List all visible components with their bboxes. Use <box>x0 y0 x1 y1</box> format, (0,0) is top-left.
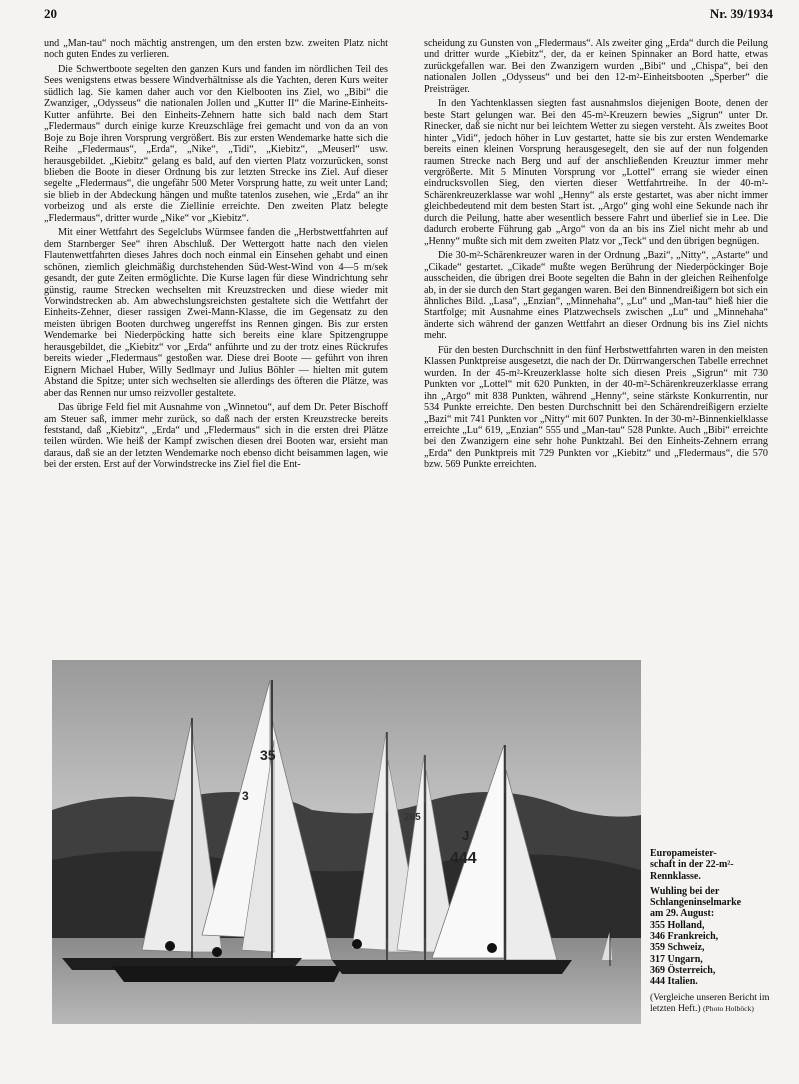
caption-line: Wuhling bei der <box>650 885 720 897</box>
sailing-photo <box>52 660 641 1024</box>
sail-number: J <box>462 828 470 843</box>
caption-line: 355 Holland, <box>650 919 705 931</box>
caption-reference: (Vergleiche unseren Bericht im letzten Heft.) <box>650 991 770 1014</box>
sail-number: 444 <box>450 850 477 867</box>
sailboats-illustration <box>52 660 641 1024</box>
caption-line: 369 Österreich, <box>650 964 716 976</box>
caption-line: schaft in der 22-m²- <box>650 859 734 871</box>
issue-number: Nr. 39/1934 <box>709 6 773 21</box>
caption-line: Europameister- <box>650 848 717 859</box>
caption-line: 359 Schweiz, <box>650 942 705 954</box>
page-number: 20 <box>44 6 57 21</box>
caption-line: am 29. August: <box>650 908 715 920</box>
sail-number: 265 <box>404 812 421 823</box>
caption-line: Schlangeninselmarke <box>650 897 742 909</box>
paragraph: Mit einer Wettfahrt des Segelclubs Würmsee fanden die „Herbstwettfahrten auf dem Starnberger See“ ihren Abschluß. Der Wettergott hatte nach den vielen Flautenwettfahrten dieses Jahres doch noch einmal ein Einsehen gehabt und einen schönen, ziemlich gleichmäßig durchstehenden Süd-West-Wind von 4—5 m/sek gesandt, der gute Zeiten ermöglichte. Die Kurse lagen für diese Windrichtung sehr günstig, raume Strecken wechselten mit Kreuzstrecken und diese wieder mit Vorwindstrecken ab. Am abwechslungsreichsten gestaltete sich die Wettfahrt der Einheits-Zehner, dieser rassigen Zwei-Mann-Klasse, die im Gegensatz zu den meisten übrigen Booten durchweg ungereffst ins Rennen gingen. Bis zur ersten Wendemarke bei Niederpöcking hatte sich bereits eine klare Spitzengruppe herausgebildet, die „Kiebitz“ vor „Erda“ anführte und zu der trotz eines Rückrufes bereits wieder „Fledermaus“ gestoßen war. Diese drei Boote — geführt von ihren Eignern Michael Huber, Willy Sedlmayr und Julius Böhler — hielten mit gutem Abstand die Spitze; unter sich wechselten sie allerdings des öfteren die Plätze, was aber das Rennen nur umso reizvoller gestaltete. <box>44 227 388 399</box>
paragraph: Die Schwertboote segelten den ganzen Kurs und fanden im nördlichen Teil des Sees wenigstens etwas bessere Windverhältnisse als die Yachten, deren Kurs weiter südlich lag. Sie kamen daher auch vor den Kielbooten ins Ziel, wo „Bibi“ die Zwanziger, „Odysseus“ die nationalen Jollen und „Kutter II“ die Marine-Einheits-Kutter anführte. Bei den Einheits-Zehnern hatte sich bald nach dem Start „Fledermaus“ durch einige kurze Kreuzschläge frei gemacht und von da an von Boje zu Boje ihren Vorsprung vergrößert. Bis zur ersten Wendemarke hatte sich die Reihe „Fledermaus“, „Erda“, „Nike“, „Tidi“, „Kiebitz“, „Meuserl“ usw. herausgebildet. „Kiebitz“ gelang es bald, auf den vierten Platz vorzurücken, sonst blieben die Boote in dieser Ordnung bis zur letzten Strecke ins Ziel. Auf dieser segelte „Fledermaus“, die ungefähr 500 Meter Vorsprung hatte, zu weit unter Land; sie blieb in der Abdeckung hängen und mußte tatenlos zusehen, wie „Erda“ an ihr vorbeizog und als erste die Ziellinie erreichte. Den zweiten Platz belegte „Fledermaus“, dritter wurde „Nike“ vor „Kiebitz“. <box>44 63 388 224</box>
crew <box>487 943 497 953</box>
crew <box>352 939 362 949</box>
caption-note <box>650 992 788 1014</box>
caption-line: Rennklasse. <box>650 870 701 882</box>
sail-number: 3 <box>242 789 249 803</box>
paragraph: Das übrige Feld fiel mit Ausnahme von „Winnetou“, auf dem Dr. Peter Bischoff am Steuer saß, immer mehr zurück, so daß nach der ersten Kreuzstrecke bereits feststand, daß „Kiebitz“, „Erda“ und „Fledermaus“ sich in die ersten drei Plätze teilen würden. Wie heiß der Kampf zwischen diesen drei Booten war, ersieht man daraus, daß sie an der letzten Wendemarke noch ebenso dicht beisammen lagen, wie bei der ersten. Erst auf der Vorwindstrecke ins Ziel fiel die Ent- <box>44 402 388 471</box>
paragraph: In den Yachtenklassen siegten fast ausnahmslos diejenigen Boote, denen der beste Start gelungen war. Bei den 45-m²-Kreuzern bewies „Sigrun“ unter Dr. Rinecker, daß sie nicht nur bei leichtem Wetter zu siegen versteht. Als zweites Boot hinter „Vidi“, jedoch höher in Luv gestartet, hatte sie bis zur ersten Wendemarke bereits einen kleinen Vorsprung herausgesegelt, den sie auf der nun folgenden raumen Strecke nach Berg und auf der anschließenden Kreuztur immer mehr vergrößerte. Mit 5 Minuten Vorsprung vor „Lottel“ errang sie wieder einen eindrucksvollen Sieg, den vierten dieser Wettfahrtreihe. In der 40-m²-Schärenkreuzerklasse war wohl „Henny“ als erste gestartet, was aber nicht immer gleichbedeutend mit dem besten Start ist. „Argo“ ging wohl eine Sekunde nach ihr durch die Peilung, hatte aber wesentlich bessere Fahrt und überlief sie in Lee. Die dadurch eroberte Führung gab „Argo“ von da an bis ins Ziel nicht mehr ab und „Henny“ mußte sich mit dem zweiten Platz vor „Teck“ und den übrigen begnügen. <box>424 98 768 247</box>
paragraph: scheidung zu Gunsten von „Fledermaus“. Als zweiter ging „Erda“ durch die Peilung und dritter wurde „Kiebitz“, der, da er keinen Spinnaker an Bord hatte, etwas zurückgefallen war. Bei den Zwanzigern wurden „Bibi“ und „Chispa“, bei den nationalen Jollen „Odysseus“ und bei den 12-m²-Einheitsbooten „Sperber“ die Preisträger. <box>424 38 768 95</box>
caption-line: 346 Frankreich, <box>650 931 719 943</box>
paragraph: Die 30-m²-Schärenkreuzer waren in der Ordnung „Bazi“, „Nitty“, „Astarte“ und „Cikade“ gestartet. „Cikade“ mußte wegen Berührung der Niederpöckinger Boje ausscheiden, die übrigen drei Boote segelten die Bahn in der gleichen Reihenfolge ab, in der sie durch den Start gegangen waren. Bei den Binnendreißigern bot sich ein ähnliches Bild. „Lasa“, „Enzian“, „Minnehaha“, „Lu“ und „Man-tau“ hieß hier die Startfolge; mit Ausnahme eines Platzwechsels zwischen „Lu“ und „Minnehaha“ änderte sich während der ganzen Wettfahrt an dieser Ordnung bis ins Ziel nichts mehr. <box>424 250 768 342</box>
paragraph: und „Man-tau“ noch mächtig anstrengen, um den ersten bzw. zweiten Platz nicht noch guten Endes zu verlieren. <box>44 38 388 61</box>
hull <box>332 960 572 974</box>
photo-caption <box>650 848 788 1014</box>
article-column-left <box>44 38 388 474</box>
photo-credit: (Photo Holböck) <box>703 1003 754 1013</box>
crew <box>212 947 222 957</box>
crew <box>165 941 175 951</box>
hull <box>112 966 342 982</box>
sail-number: 35 <box>260 747 276 763</box>
caption-line: 317 Ungarn, <box>650 953 703 965</box>
paragraph: Für den besten Durchschnitt in den fünf Herbstwettfahrten waren in den meisten Klassen Punktpreise ausgesetzt, die nach der Dr. Dürrwangerschen Tabelle errechnet wurden. In der 45-m²-Kreuzerklasse holte sich diesen Preis „Sigrun“ mit 730 Punkten vor „Lottel“ mit 620 Punkten, in der 40-m²-Schärenkreuzerklasse errang ihn „Argo“ mit 838 Punkten, während „Henny“, seine stärkste Konkurrentin, nur 534 Punkte erreichte. Den besten Durchschnitt bei den Schärendreißigern erzielte „Bazi“ mit 741 Punkten vor „Nitty“ mit 607 Punkten. In der 30-m²-Binnenkielklasse erreichte „Lu“ 619, „Enzian“ 555 und „Man-tau“ 528 Punkte. Auch „Bibi“ erreichte bei den Zwanzigern eine sehr hohe Punktzahl. Bei den Einheits-Zehnern errang „Erda“ den Punktpreis mit 729 Punkten vor „Kiebitz“ und „Fledermaus“, die 570 bzw. 569 Punkte erreichten. <box>424 344 768 471</box>
article-column-right <box>424 38 768 474</box>
caption-line: 444 Italien. <box>650 976 698 988</box>
